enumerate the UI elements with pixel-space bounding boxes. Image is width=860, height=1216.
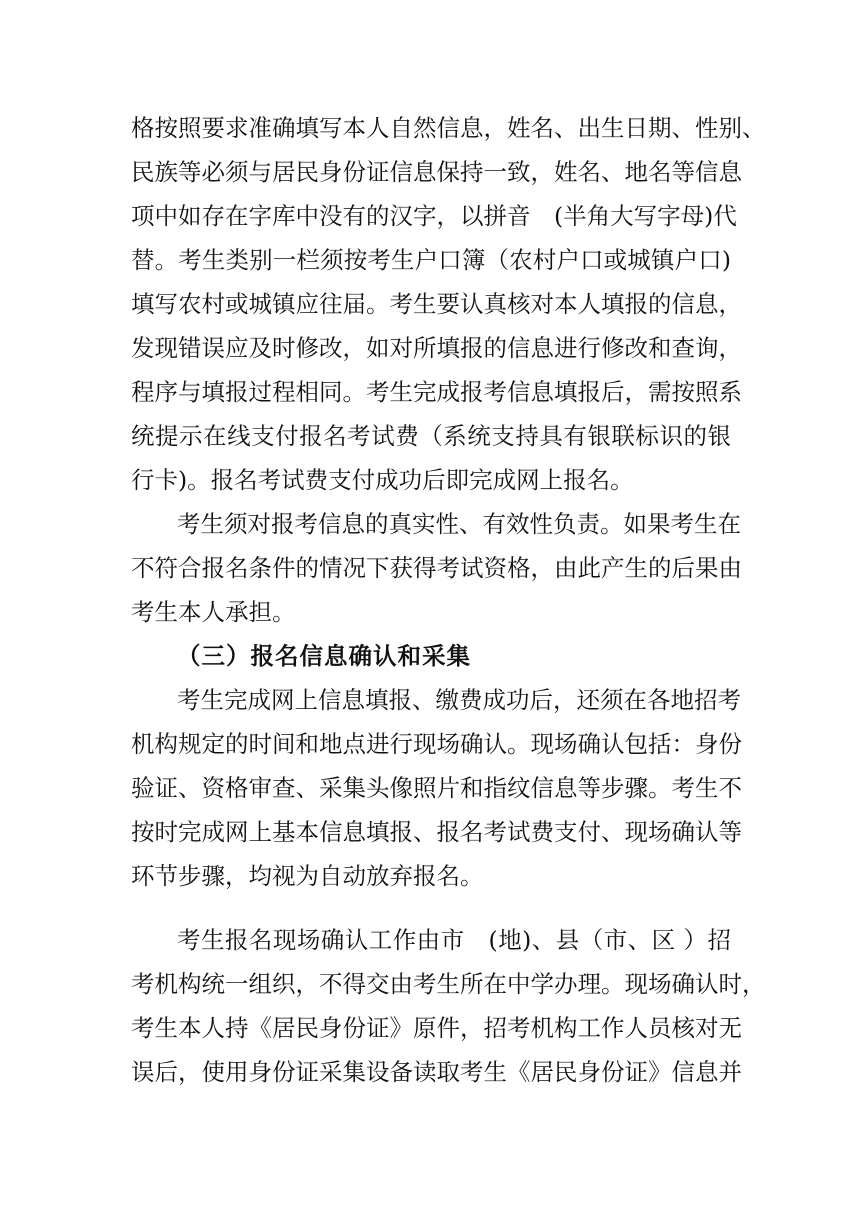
- paragraph-line: 民族等必须与居民身份证信息保持一致，姓名、地名等信息: [131, 158, 742, 186]
- paragraph-line: 机构规定的时间和地点进行现场确认。现场确认包括：身份: [131, 730, 742, 758]
- paragraph-line: 考生本人承担。: [131, 598, 296, 626]
- paragraph-line: 不符合报名条件的情况下获得考试资格，由此产生的后果由: [131, 554, 742, 582]
- paragraph-line: 发现错误应及时修改，如对所填报的信息进行修改和查询，: [131, 334, 742, 362]
- paragraph-line: 考生本人持《居民身份证》原件，招考机构工作人员核对无: [131, 1014, 742, 1042]
- paragraph-line: 按时完成网上基本信息填报、报名考试费支付、现场确认等: [131, 818, 742, 846]
- paragraph-line: 格按照要求准确填写本人自然信息，姓名、出生日期、性别、: [131, 114, 766, 142]
- paragraph-line: 行卡)。报名考试费支付成功后即完成网上报名。: [131, 466, 634, 494]
- paragraph-line: 填写农村或城镇应往届。考生要认真核对本人填报的信息，: [131, 290, 742, 318]
- paragraph-line: 考生完成网上信息填报、缴费成功后，还须在各地招考: [177, 686, 741, 714]
- paragraph-line: 考机构统一组织，不得交由考生所在中学办理。现场确认时，: [131, 970, 766, 998]
- paragraph-line: 考生须对报考信息的真实性、有效性负责。如果考生在: [177, 510, 741, 538]
- paragraph-line: 替。考生类别一栏须按考生户口簿（农村户口或城镇户口): [131, 246, 731, 274]
- paragraph-line: 误后，使用身份证采集设备读取考生《居民身份证》信息并: [131, 1058, 742, 1086]
- paragraph-line: 统提示在线支付报名考试费（系统支持具有银联标识的银: [131, 422, 731, 450]
- paragraph-line: 项中如存在字库中没有的汉字，以拼音 (半角大写字母)代: [131, 202, 737, 230]
- paragraph-line: 考生报名现场确认工作由市 (地)、县（市、区 ）招: [177, 926, 731, 954]
- paragraph-line: 验证、资格审查、采集头像照片和指纹信息等步骤。考生不: [131, 774, 742, 802]
- paragraph-line: 程序与填报过程相同。考生完成报考信息填报后，需按照系: [131, 378, 742, 406]
- paragraph-line: 环节步骤，均视为自动放弃报名。: [131, 862, 484, 890]
- section-heading: （三）报名信息确认和采集: [177, 642, 471, 670]
